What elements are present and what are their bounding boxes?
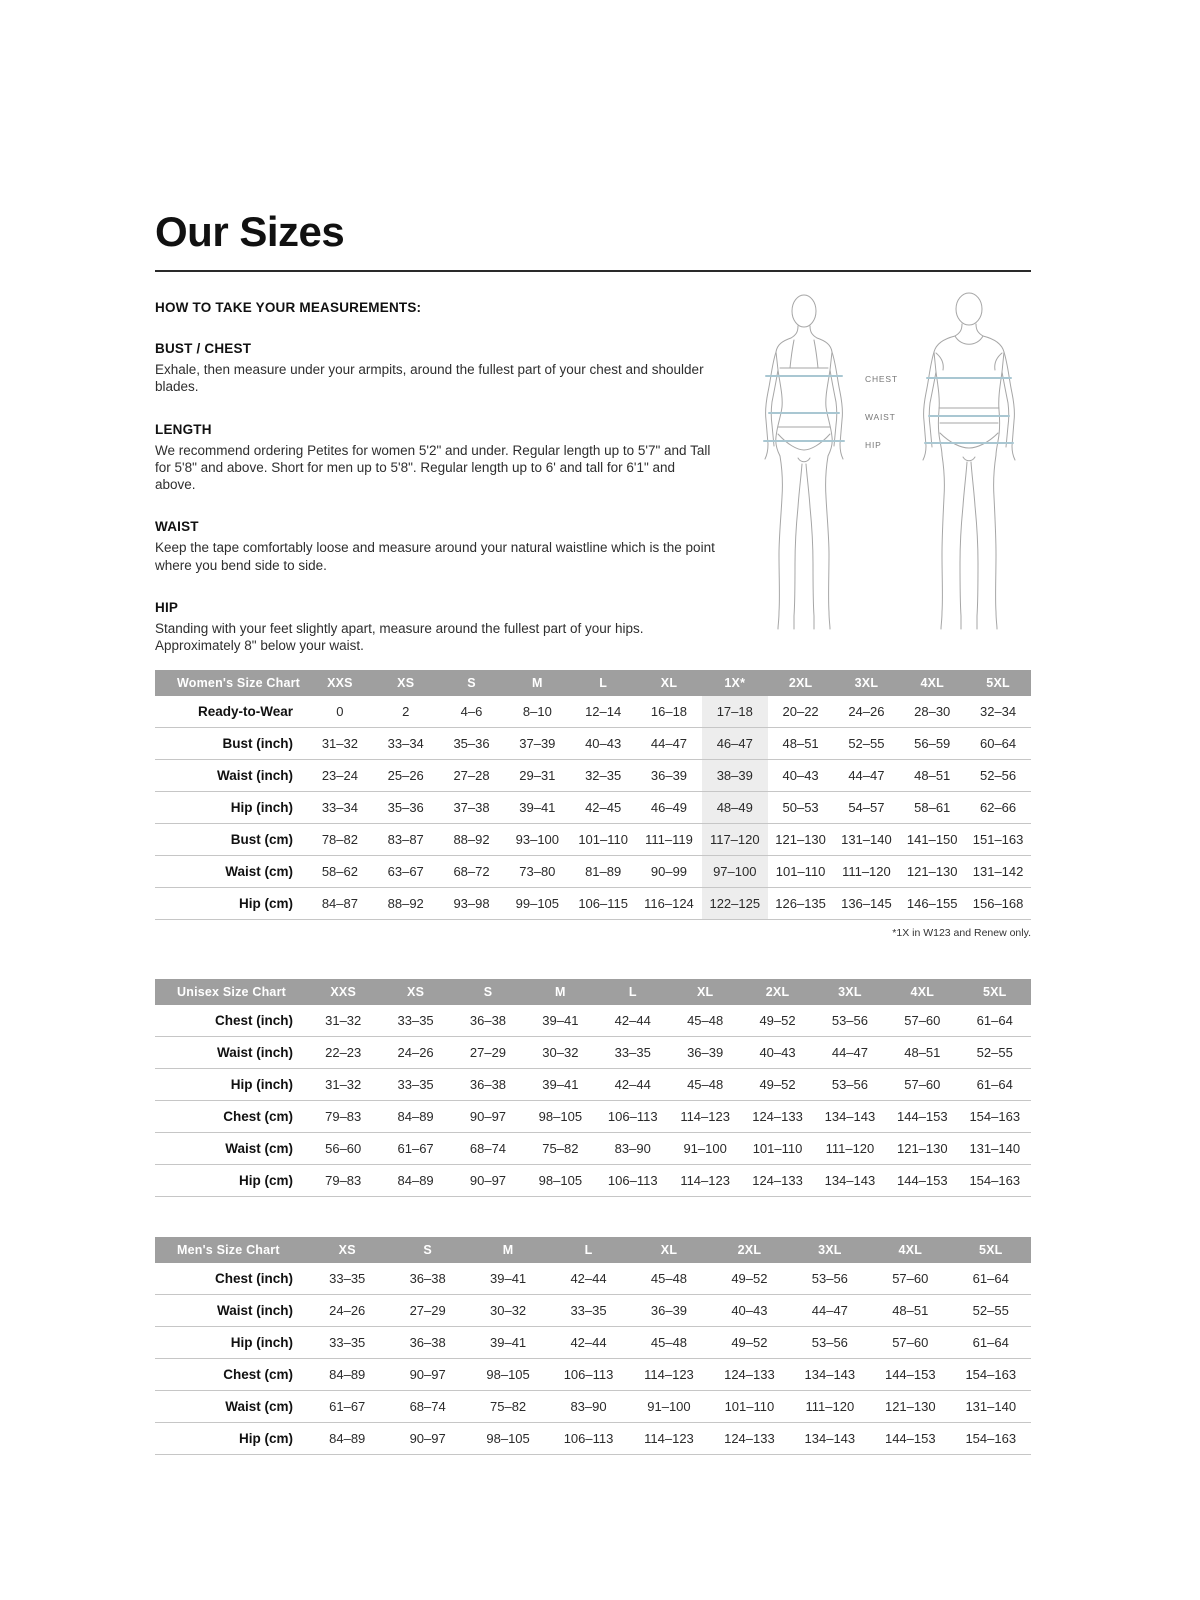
size-cell: 42–44 [570, 1271, 607, 1287]
column-header-xxs: XXS [307, 979, 379, 1005]
size-cell: 39–41 [542, 1077, 579, 1093]
size-cell: 101–110 [752, 1141, 803, 1157]
size-cell: 61–64 [976, 1077, 1013, 1093]
mens-size-table [155, 1237, 1031, 1455]
column-header-3xl: 3XL [834, 670, 900, 696]
table-title: Women's Size Chart [155, 670, 307, 696]
size-cell: 48–51 [782, 736, 819, 752]
size-cell: 61–64 [972, 1271, 1009, 1287]
size-cell: 52–55 [972, 1303, 1009, 1319]
row-label: Waist (inch) [217, 1303, 293, 1319]
size-cell: 57–60 [892, 1335, 929, 1351]
column-header-5xl: 5XL [951, 1237, 1032, 1263]
size-cell: 111–120 [805, 1399, 855, 1415]
size-cell: 154–163 [965, 1367, 1017, 1383]
size-cell: 134–143 [804, 1431, 856, 1447]
size-cell: 83–90 [614, 1141, 651, 1157]
instruction-length [155, 422, 717, 494]
column-header-2xl: 2XL [709, 1237, 789, 1263]
size-cell: 54–57 [848, 800, 885, 816]
size-cell: 57–60 [904, 1077, 941, 1093]
size-cell: 17–18 [702, 696, 768, 728]
column-header-s: S [439, 670, 505, 696]
size-cell: 98–105 [486, 1431, 530, 1447]
size-cell: 117–120 [702, 824, 768, 856]
female-measure-lines [764, 376, 844, 441]
size-cell: 121–130 [775, 832, 826, 848]
intro-section [155, 300, 1031, 654]
size-cell: 60–64 [979, 736, 1017, 752]
table-row [155, 1295, 1031, 1327]
column-header-s: S [387, 1237, 467, 1263]
size-cell: 156–168 [972, 896, 1024, 912]
size-cell: 57–60 [904, 1013, 941, 1029]
column-header-xl: XL [629, 1237, 709, 1263]
size-cell: 126–135 [775, 896, 826, 912]
size-cell: 88–92 [453, 832, 490, 848]
column-header-4xl: 4XL [870, 1237, 950, 1263]
instruction-bust-chest [155, 341, 717, 396]
column-header-l: L [570, 670, 636, 696]
size-cell: 44–47 [848, 768, 885, 784]
size-cell: 144–153 [897, 1173, 948, 1189]
size-cell: 79–83 [325, 1173, 362, 1189]
column-header-1x: 1X* [702, 670, 768, 696]
title-divider [155, 270, 1031, 272]
size-cell: 114–123 [680, 1173, 730, 1189]
table-row [155, 1037, 1031, 1069]
size-cell: 61–67 [329, 1399, 366, 1415]
size-cell: 27–29 [409, 1303, 446, 1319]
size-cell: 52–55 [976, 1045, 1013, 1061]
size-cell: 134–143 [824, 1109, 876, 1125]
size-cell: 83–87 [387, 832, 424, 848]
size-cell: 42–44 [614, 1077, 651, 1093]
column-header-3xl: 3XL [814, 979, 886, 1005]
size-cell: 84–89 [329, 1367, 366, 1383]
size-cell: 97–100 [702, 856, 768, 888]
row-label: Hip (inch) [230, 1335, 293, 1351]
size-chart-footnote: *1X in W123 and Renew only. [892, 927, 1031, 940]
size-cell: 45–48 [687, 1077, 724, 1093]
size-cell: 53–56 [811, 1335, 848, 1351]
size-cell: 151–163 [972, 832, 1024, 848]
table-row [155, 1101, 1031, 1133]
instruction-waist [155, 519, 717, 574]
waist-label: WAIST [865, 412, 896, 422]
column-header-xxs: XXS [307, 670, 373, 696]
size-cell: 134–143 [804, 1367, 856, 1383]
table-row [155, 1327, 1031, 1359]
size-cell: 91–100 [683, 1141, 727, 1157]
table-header-row [155, 670, 1031, 696]
size-cell: 154–163 [969, 1173, 1021, 1189]
column-header-xl: XL [636, 670, 702, 696]
size-cell: 36–39 [687, 1045, 724, 1061]
column-header-2xl: 2XL [768, 670, 834, 696]
row-label: Waist (inch) [217, 768, 293, 784]
size-cell: 121–130 [906, 864, 958, 880]
measurement-figures [741, 290, 1031, 635]
size-cell: 84–89 [329, 1431, 366, 1447]
size-cell: 36–39 [650, 1303, 688, 1319]
size-cell: 48–51 [914, 768, 951, 784]
size-cell: 68–74 [469, 1141, 507, 1157]
size-cell: 44–47 [650, 736, 688, 752]
size-cell: 28–30 [914, 704, 951, 720]
size-cell: 40–43 [782, 768, 819, 784]
size-cell: 24–26 [848, 704, 885, 720]
size-cell: 75–82 [490, 1399, 527, 1415]
size-cell: 39–41 [542, 1013, 579, 1029]
size-cell: 116–124 [644, 896, 694, 912]
size-cell: 131–142 [972, 864, 1024, 880]
size-cell: 44–47 [811, 1303, 848, 1319]
table-row [155, 1133, 1031, 1165]
size-cell: 124–133 [752, 1173, 803, 1189]
size-cell: 121–130 [884, 1399, 936, 1415]
size-cell: 61–64 [972, 1335, 1009, 1351]
size-cell: 75–82 [542, 1141, 579, 1157]
table-row [155, 1069, 1031, 1101]
size-cell: 45–48 [650, 1335, 688, 1351]
size-cell: 98–105 [486, 1367, 530, 1383]
row-label: Waist (cm) [225, 1141, 293, 1157]
size-cell: 101–110 [775, 864, 826, 880]
size-cell: 81–89 [585, 864, 622, 880]
row-label: Chest (inch) [214, 1013, 293, 1029]
size-cell: 101–110 [724, 1399, 775, 1415]
size-cell: 42–44 [614, 1013, 651, 1029]
column-header-4xl: 4XL [886, 979, 958, 1005]
size-cell: 62–66 [979, 800, 1017, 816]
size-cell: 121–130 [897, 1141, 948, 1157]
size-cell: 38–39 [702, 760, 768, 792]
size-cell: 39–41 [490, 1271, 527, 1287]
page-title: Our Sizes [155, 208, 345, 255]
size-cell: 46–49 [650, 800, 688, 816]
column-header-2xl: 2XL [741, 979, 813, 1005]
size-cell: 12–14 [585, 704, 622, 720]
size-cell: 33–35 [329, 1271, 366, 1287]
size-cell: 90–97 [469, 1109, 507, 1125]
size-cell: 124–133 [724, 1367, 775, 1383]
instructions-heading: HOW TO TAKE YOUR MEASUREMENTS: [155, 300, 422, 315]
size-cell: 98–105 [538, 1173, 583, 1189]
instruction-hip [155, 600, 717, 655]
size-cell: 106–113 [607, 1109, 658, 1125]
size-cell: 27–29 [469, 1045, 507, 1061]
size-cell: 36–38 [469, 1013, 507, 1029]
size-cell: 44–47 [831, 1045, 868, 1061]
size-cell: 131–140 [969, 1141, 1021, 1157]
size-cell: 111–120 [825, 1141, 875, 1157]
row-label: Hip (inch) [230, 1077, 293, 1093]
column-header-m: M [524, 979, 596, 1005]
size-cell: 136–145 [841, 896, 892, 912]
size-cell: 144–153 [884, 1431, 936, 1447]
size-cell: 20–22 [782, 704, 819, 720]
size-cell: 33–35 [570, 1303, 607, 1319]
size-cell: 88–92 [387, 896, 424, 912]
size-cell: 31–32 [325, 1077, 362, 1093]
size-cell: 68–72 [453, 864, 490, 880]
size-cell: 46–47 [702, 728, 768, 760]
size-cell: 52–56 [979, 768, 1017, 784]
size-cell: 90–97 [409, 1367, 446, 1383]
size-cell: 49–52 [731, 1335, 768, 1351]
size-cell: 31–32 [325, 1013, 362, 1029]
row-label: Waist (cm) [225, 1399, 293, 1415]
unisex-size-table [155, 979, 1031, 1197]
size-cell: 33–35 [614, 1045, 651, 1061]
size-cell: 24–26 [397, 1045, 434, 1061]
size-cell: 16–18 [650, 704, 688, 720]
table-row [155, 1165, 1031, 1197]
size-cell: 63–67 [387, 864, 424, 880]
size-cell: 114–123 [680, 1109, 730, 1125]
size-cell: 114–123 [644, 1367, 694, 1383]
table-row [155, 728, 1031, 760]
size-cell: 90–99 [650, 864, 688, 880]
table-header-row [155, 1237, 1031, 1263]
size-cell: 39–41 [519, 800, 556, 816]
size-cell: 49–52 [759, 1077, 796, 1093]
instruction-title: HIP [155, 599, 179, 615]
table-row [155, 856, 1031, 888]
table-title: Men's Size Chart [155, 1237, 307, 1263]
size-cell: 68–74 [409, 1399, 446, 1415]
column-header-m: M [504, 670, 570, 696]
column-header-s: S [452, 979, 524, 1005]
size-cell: 131–140 [965, 1399, 1017, 1415]
size-cell: 35–36 [453, 736, 490, 752]
size-cell: 24–26 [329, 1303, 366, 1319]
size-cell: 58–62 [321, 864, 358, 880]
size-cell: 53–56 [831, 1077, 868, 1093]
size-cell: 124–133 [724, 1431, 775, 1447]
size-cell: 90–97 [409, 1431, 446, 1447]
size-cell: 29–31 [519, 768, 556, 784]
size-cell: 114–123 [644, 1431, 694, 1447]
instruction-body: Keep the tape comfortably loose and measure around your natural waistline which is the point where you bend side to side. [155, 540, 715, 573]
instruction-title: WAIST [155, 519, 199, 535]
size-cell: 52–55 [848, 736, 885, 752]
row-label: Hip (cm) [239, 1173, 293, 1189]
size-cell: 48–51 [904, 1045, 941, 1061]
size-cell: 106–113 [563, 1367, 614, 1383]
column-header-xs: XS [373, 670, 439, 696]
size-cell: 154–163 [969, 1109, 1021, 1125]
size-cell: 32–35 [585, 768, 622, 784]
table-title: Unisex Size Chart [155, 979, 307, 1005]
size-cell: 8–10 [522, 704, 552, 720]
size-cell: 122–125 [702, 888, 768, 920]
size-cell: 25–26 [387, 768, 424, 784]
size-cell: 57–60 [892, 1271, 929, 1287]
womens-size-chart [155, 670, 1031, 939]
size-cell: 93–98 [453, 896, 490, 912]
table-row [155, 696, 1031, 728]
column-header-l: L [548, 1237, 628, 1263]
row-label: Bust (cm) [230, 832, 293, 848]
size-cell: 141–150 [906, 832, 958, 848]
female-figure-illustration [764, 295, 844, 629]
size-cell: 2 [402, 704, 410, 720]
size-cell: 61–64 [976, 1013, 1013, 1029]
size-cell: 39–41 [490, 1335, 527, 1351]
size-cell: 61–67 [397, 1141, 434, 1157]
table-row [155, 888, 1031, 920]
size-cell: 79–83 [325, 1109, 362, 1125]
size-cell: 40–43 [585, 736, 622, 752]
size-cell: 124–133 [752, 1109, 803, 1125]
size-cell: 33–35 [329, 1335, 366, 1351]
male-figure-illustration [923, 293, 1015, 629]
row-label: Waist (cm) [225, 864, 293, 880]
size-cell: 78–82 [321, 832, 358, 848]
size-cell: 33–34 [321, 800, 358, 816]
size-cell: 49–52 [731, 1271, 768, 1287]
instruction-title: LENGTH [155, 421, 212, 437]
size-cell: 45–48 [650, 1271, 688, 1287]
size-cell: 111–120 [842, 864, 891, 880]
size-cell: 101–110 [578, 832, 628, 848]
column-header-l: L [597, 979, 669, 1005]
size-cell: 106–113 [563, 1431, 614, 1447]
instruction-body: Exhale, then measure under your armpits, around the fullest part of your chest and shoulder blades. [155, 362, 704, 395]
size-cell: 93–100 [515, 832, 560, 848]
column-header-5xl: 5XL [959, 979, 1031, 1005]
size-cell: 48–49 [702, 792, 768, 824]
size-cell: 56–59 [914, 736, 951, 752]
column-header-4xl: 4XL [899, 670, 965, 696]
measurement-instructions [155, 300, 717, 654]
size-cell: 50–53 [782, 800, 819, 816]
size-cell: 45–48 [687, 1013, 724, 1029]
size-cell: 56–60 [325, 1141, 362, 1157]
size-cell: 144–153 [884, 1367, 936, 1383]
size-cell: 53–56 [831, 1013, 868, 1029]
column-header-xs: XS [307, 1237, 387, 1263]
row-label: Ready-to-Wear [197, 704, 293, 720]
size-cell: 40–43 [731, 1303, 768, 1319]
size-cell: 42–45 [585, 800, 622, 816]
size-cell: 98–105 [538, 1109, 583, 1125]
row-label: Hip (inch) [230, 800, 293, 816]
size-cell: 99–105 [515, 896, 560, 912]
size-cell: 0 [336, 704, 344, 720]
size-cell: 91–100 [647, 1399, 691, 1415]
row-label: Hip (cm) [239, 896, 293, 912]
size-cell: 35–36 [387, 800, 424, 816]
row-label: Chest (cm) [223, 1109, 293, 1125]
size-cell: 4–6 [460, 704, 483, 720]
mens-size-chart [155, 1237, 1031, 1455]
size-guide-page [155, 208, 1031, 1455]
size-cell: 84–89 [397, 1109, 434, 1125]
size-cell: 32–34 [979, 704, 1017, 720]
table-row [155, 824, 1031, 856]
size-cell: 30–32 [490, 1303, 527, 1319]
size-cell: 33–34 [387, 736, 424, 752]
size-cell: 146–155 [906, 896, 958, 912]
row-label: Hip (cm) [239, 1431, 293, 1447]
table-row [155, 1359, 1031, 1391]
size-cell: 33–35 [397, 1013, 434, 1029]
size-cell: 84–89 [397, 1173, 434, 1189]
table-header-row [155, 979, 1031, 1005]
size-cell: 36–38 [469, 1077, 507, 1093]
size-cell: 90–97 [469, 1173, 507, 1189]
chest-label: CHEST [865, 374, 898, 384]
size-cell: 33–35 [397, 1077, 434, 1093]
column-header-3xl: 3XL [790, 1237, 870, 1263]
column-header-xl: XL [669, 979, 741, 1005]
size-cell: 27–28 [453, 768, 490, 784]
size-cell: 83–90 [570, 1399, 607, 1415]
size-cell: 36–39 [650, 768, 688, 784]
row-label: Bust (inch) [222, 736, 293, 752]
size-cell: 37–38 [453, 800, 490, 816]
table-row [155, 760, 1031, 792]
size-cell: 134–143 [824, 1173, 876, 1189]
table-row [155, 1423, 1031, 1455]
size-cell: 30–32 [542, 1045, 579, 1061]
size-cell: 131–140 [841, 832, 892, 848]
size-cell: 23–24 [321, 768, 358, 784]
size-cell: 53–56 [811, 1271, 848, 1287]
column-header-5xl: 5XL [965, 670, 1031, 696]
column-header-xs: XS [379, 979, 451, 1005]
size-cell: 84–87 [321, 896, 358, 912]
table-row [155, 792, 1031, 824]
size-cell: 111–119 [645, 832, 693, 848]
size-cell: 40–43 [759, 1045, 796, 1061]
size-cell: 73–80 [519, 864, 556, 880]
unisex-size-chart [155, 979, 1031, 1197]
instruction-body: Standing with your feet slightly apart, measure around the fullest part of your hips. Approximately 8" below your waist. [155, 620, 644, 654]
size-cell: 37–39 [519, 736, 556, 752]
womens-size-table [155, 670, 1031, 920]
table-row [155, 1005, 1031, 1037]
size-cell: 48–51 [892, 1303, 929, 1319]
table-row [155, 1263, 1031, 1295]
table-row [155, 1391, 1031, 1423]
row-label: Chest (cm) [223, 1367, 293, 1383]
size-cell: 106–115 [578, 896, 628, 912]
instruction-title: BUST / CHEST [155, 341, 252, 356]
size-cell: 22–23 [325, 1045, 362, 1061]
size-cell: 36–38 [409, 1335, 446, 1351]
row-label: Chest (inch) [214, 1271, 293, 1287]
size-cell: 31–32 [321, 736, 358, 752]
size-cell: 36–38 [409, 1271, 446, 1287]
size-cell: 106–113 [607, 1173, 658, 1189]
size-cell: 154–163 [965, 1431, 1017, 1447]
size-cell: 58–61 [914, 800, 951, 816]
body-measurement-diagram [741, 290, 1031, 635]
row-label: Waist (inch) [217, 1045, 293, 1061]
instruction-body: We recommend ordering Petites for women 5'2" and under. Regular length up to 5'7" and Tall for 5'8" and above. Short for men up to 5'8". Regular length up to 6' and tall for 6'1" and above. [155, 442, 711, 493]
size-cell: 42–44 [570, 1335, 607, 1351]
size-cell: 49–52 [759, 1013, 796, 1029]
hip-label: HIP [865, 440, 882, 450]
column-header-m: M [468, 1237, 548, 1263]
size-cell: 144–153 [897, 1109, 948, 1125]
